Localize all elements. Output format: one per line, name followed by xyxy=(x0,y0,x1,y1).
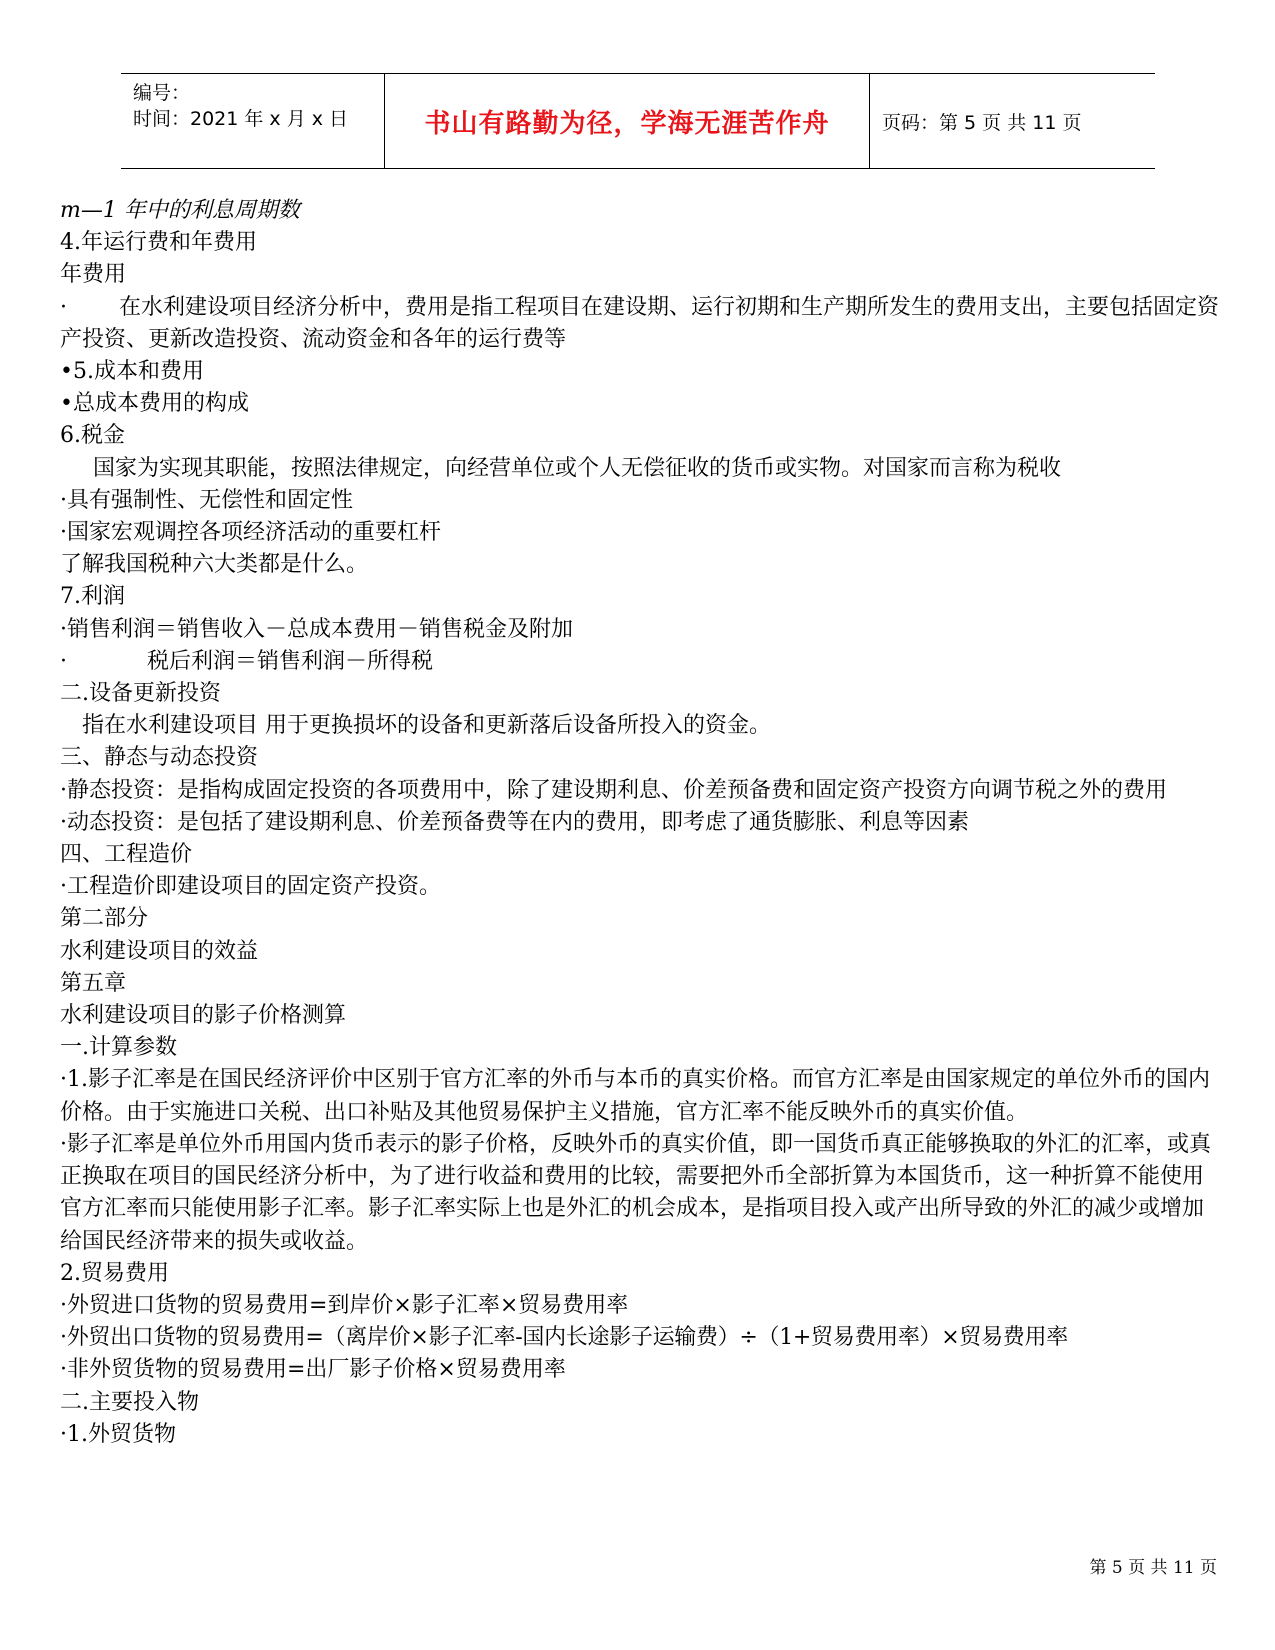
bullet-line: ·外贸进口货物的贸易费用=到岸价×影子汇率×贸易费用率 xyxy=(60,1292,629,1318)
paragraph: ·影子汇率是单位外币用国内货币表示的影子价格，反映外币的真实价值，即一国货币真正能够换取的外汇的汇率，或真正换取在项目的国民经济分析中，为了进行收益和费用的比较，需要把外币全部折算为本国货币，这一种折算不能使用官方汇率而只能使用影子汇率。影子汇率实际上也是外汇的机会成本，是指项目投入或产出所导致的外汇的减少或增加给国民经济带来的损失或收益。 xyxy=(60,1131,1211,1254)
bullet-line: ·1.外贸货物 xyxy=(60,1421,176,1447)
text-line: 了解我国税种六大类都是什么。 xyxy=(60,552,369,578)
bullet: · xyxy=(60,294,67,320)
paragraph: ·静态投资：是指构成固定投资的各项费用中，除了建设期利息、价差预备费和固定资产投资方向调节税之外的费用 xyxy=(60,777,1167,803)
section-heading: 6.税金 xyxy=(60,423,125,449)
section-heading: 7.利润 xyxy=(60,584,125,610)
section-heading: 一.计算参数 xyxy=(60,1035,177,1061)
section-heading: 二.设备更新投资 xyxy=(60,681,221,707)
chapter-title: 水利建设项目的影子价格测算 xyxy=(60,1003,347,1029)
header-motto: 书山有路勤为径，学海无涯苦作舟 xyxy=(385,74,870,168)
bullet-line: ·销售利润＝销售收入－总成本费用－销售税金及附加 xyxy=(60,616,573,642)
bullet-line: ·动态投资：是包括了建设期利息、价差预备费等在内的费用，即考虑了通货膨胀、利息等因素 xyxy=(60,809,969,835)
section-heading: 4.年运行费和年费用 xyxy=(60,230,257,256)
paragraph xyxy=(60,292,1220,356)
text-line: m—1 年中的利息周期数 xyxy=(60,198,300,223)
section-heading: 四、工程造价 xyxy=(60,842,193,868)
chapter-heading: 第五章 xyxy=(60,970,127,996)
formula-text: 税后利润＝销售利润－所得税 xyxy=(147,648,434,674)
bullet-line: ·非外贸货物的贸易费用=出厂影子价格×贸易费用率 xyxy=(60,1357,566,1383)
section-heading: 2.贸易费用 xyxy=(60,1260,169,1286)
bullet-line xyxy=(60,646,1220,678)
bullet: · xyxy=(60,648,67,674)
page-footer: 第 5 页 共 11 页 xyxy=(1089,1558,1217,1578)
bullet-line: •5.成本和费用 xyxy=(60,359,204,385)
text-line: 指在水利建设项目 用于更换损坏的设备和更新落后设备所投入的资金。 xyxy=(82,713,771,739)
paragraph: ·1.影子汇率是在国民经济评价中区别于官方汇率的外币与本币的真实价格。而官方汇率是由国家规定的单位外币的国内价格。由于实施进口关税、出口补贴及其他贸易保护主义措施，官方汇率不能反映外币的真实价值。 xyxy=(60,1067,1210,1125)
section-heading: 三、静态与动态投资 xyxy=(60,745,259,771)
paragraph-text: 在水利建设项目经济分析中，费用是指工程项目在建设期、运行初期和生产期所发生的费用支出，主要包括固定资产投资、更新改造投资、流动资金和各年的运行费等 xyxy=(60,294,1220,352)
part-title: 水利建设项目的效益 xyxy=(60,938,259,964)
document-body xyxy=(60,195,1220,1451)
text-line: 国家为实现其职能，按照法律规定，向经营单位或个人无偿征收的货币或实物。对国家而言称为税收 xyxy=(93,455,1062,481)
header-time: 时间：2021 年 x 月 x 日 xyxy=(133,108,349,130)
header-number: 编号： xyxy=(133,82,191,104)
part-heading: 第二部分 xyxy=(60,906,149,932)
bullet-line: ·外贸出口货物的贸易费用=（离岸价×影子汇率-国内长途影子运输费）÷（1+贸易费用率）×贸易费用率 xyxy=(60,1325,1068,1351)
header-info-cell xyxy=(121,74,385,168)
header-page-number: 页码：第 5 页 共 11 页 xyxy=(882,111,1082,134)
bullet-line: ·具有强制性、无偿性和固定性 xyxy=(60,487,353,513)
text-line: 年费用 xyxy=(60,262,127,288)
bullet-line: •总成本费用的构成 xyxy=(60,391,249,417)
bullet-line: ·工程造价即建设项目的固定资产投资。 xyxy=(60,874,441,900)
section-heading: 二.主要投入物 xyxy=(60,1389,199,1415)
bullet-line: ·国家宏观调控各项经济活动的重要杠杆 xyxy=(60,520,441,546)
page-header xyxy=(121,73,1155,169)
